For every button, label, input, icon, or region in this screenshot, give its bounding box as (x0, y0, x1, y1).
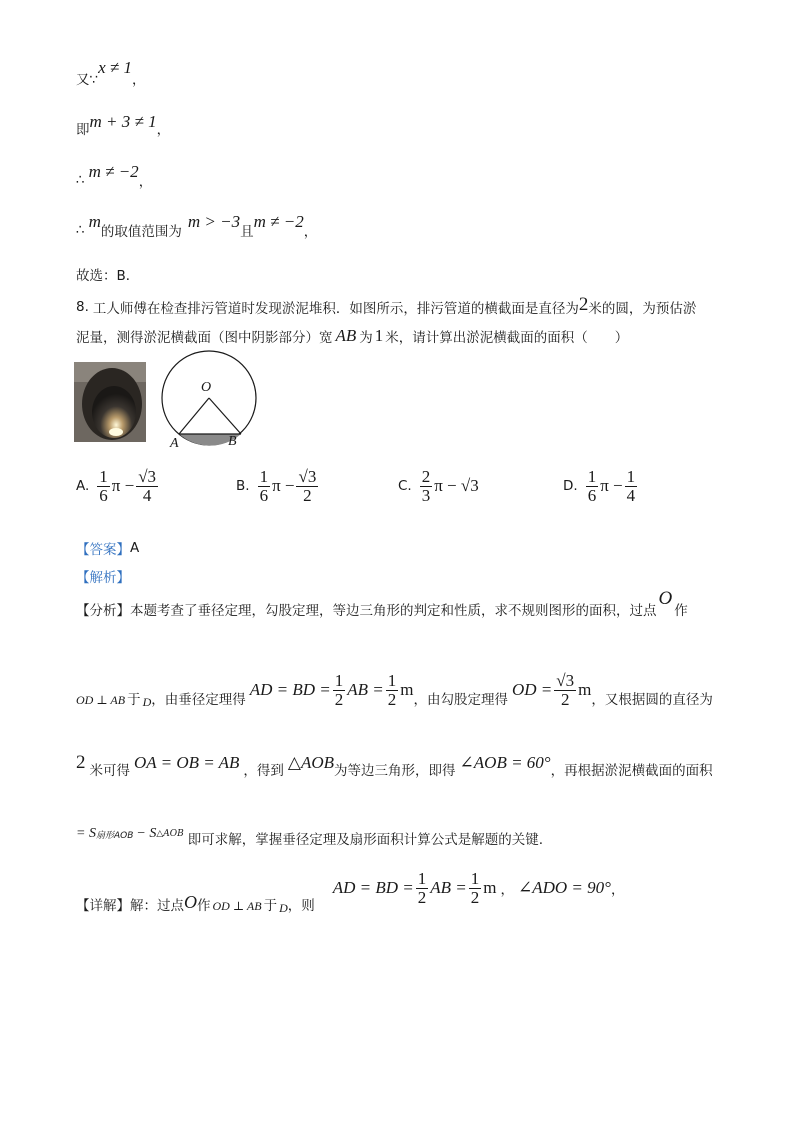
line-1-math: x ≠ 1 (98, 58, 132, 77)
fenxi-d: D (142, 694, 152, 709)
option-d-mid: π − (600, 476, 623, 496)
radius-ob (209, 398, 241, 434)
fenxi-eq1a: AD = BD = (249, 680, 331, 700)
option-d-frac2-num: 1 (626, 467, 636, 486)
detail-half-num: 1 (417, 869, 427, 888)
fenxi-l3-b: ，得到 (243, 763, 284, 779)
detail-od-ab: OD ⊥ AB (212, 898, 262, 913)
detail-line (76, 869, 625, 915)
fenxi-l3-eq: OA = OB = AB (134, 753, 240, 772)
detail-unit-m: m (483, 878, 497, 898)
line-4-text: 的取值范围为 (100, 224, 182, 240)
detail-half2-den: 2 (470, 887, 480, 907)
fenxi-l4-text: 即可求解，掌握垂径定理及扇形面积计算公式是解题的关键. (187, 832, 544, 848)
option-c-letter: C. (398, 478, 412, 495)
fenxi-sqrt3-den: 2 (560, 689, 570, 709)
fenxi-half2-num: 1 (387, 671, 397, 690)
fenxi-yu: 于 (127, 692, 141, 709)
line-3-end: ， (138, 174, 153, 190)
line-4-prefix: ∴ (76, 222, 85, 238)
fenxi-l3-c: 为等边三角形，即得 (334, 763, 456, 779)
label-b: B (228, 434, 237, 449)
fenxi-line-2 (76, 672, 713, 709)
detail-c: 于 (263, 898, 278, 915)
detail-end: ， (610, 882, 625, 899)
fenxi-half-den: 2 (334, 689, 344, 709)
fenxi-od: OD = (511, 680, 553, 700)
line-4-math-2: m ≠ −2 (253, 212, 304, 231)
question-ab: AB (335, 326, 357, 345)
line-4 (76, 212, 318, 240)
option-b[interactable] (236, 468, 320, 505)
option-d-frac1-den: 6 (587, 485, 597, 505)
line-3 (76, 162, 153, 190)
fenxi-l3-tri: △AOB (287, 753, 335, 772)
detail-comma: ， (500, 882, 514, 899)
option-a-frac1-den: 6 (99, 485, 108, 505)
detail-eq: AD = BD = (332, 878, 414, 898)
fenxi-zuo: 作 (674, 603, 688, 619)
label-a: A (170, 436, 179, 451)
question-line-1 (76, 296, 696, 318)
line-1-prefix: 又∵ (76, 72, 99, 88)
option-b-frac1-num: 1 (259, 467, 269, 486)
option-b-frac1-den: 6 (259, 485, 269, 505)
fenxi-text-2: ，由垂径定理得 (151, 692, 246, 709)
answer-value: A (130, 540, 140, 556)
radius-oa (179, 398, 209, 434)
line-3-prefix: ∴ (76, 172, 85, 188)
line-2-prefix: 即 (76, 122, 90, 138)
question-text-1a: 工人师傅在检查排污管道时发现淤泥堆积．如图所示，排污管道的横截面是直径为 (92, 301, 579, 317)
option-b-letter: B. (236, 478, 250, 495)
option-a[interactable] (76, 468, 160, 505)
line-2-math: m + 3 ≠ 1 (89, 112, 157, 131)
fenxi-text-1: 本题考查了垂径定理，勾股定理，等边三角形的判定和性质，求不规则图形的面积，过点 (130, 603, 657, 619)
label-o: O (201, 380, 212, 395)
option-d-frac2-den: 4 (626, 485, 636, 505)
option-b-mid: π − (272, 476, 295, 496)
detail-d: D (279, 900, 288, 915)
question-number: 8. (76, 299, 89, 315)
line-1-end: ， (131, 72, 146, 88)
option-c[interactable] (398, 468, 479, 505)
option-b-frac2-den: 2 (303, 485, 312, 505)
line-2-end: ， (156, 122, 171, 138)
answer-line (76, 538, 139, 558)
fenxi-l3-a: 米可得 (89, 763, 130, 779)
option-a-frac1-num: 1 (99, 467, 108, 486)
line-4-m: m (88, 212, 101, 231)
line-1 (76, 58, 146, 88)
answer-label: 【答案】 (76, 542, 130, 558)
detail-point-o: O (184, 891, 197, 912)
line-4-mid: 且 (240, 224, 254, 240)
detail-a: 解：过点 (130, 898, 184, 915)
fenxi-label: 【分析】 (76, 603, 130, 619)
fenxi-eq1b: AB = (347, 680, 384, 700)
question-text-2c: 米，请计算出淤泥横截面的面积（ ） (385, 330, 629, 346)
fenxi-text-3: ，由勾股定理得 (413, 692, 508, 709)
question-width: 1 (374, 326, 384, 345)
fenxi-half-num: 1 (334, 671, 344, 690)
pipe-photo (74, 362, 146, 442)
line-4-end: ， (303, 224, 318, 240)
detail-b: 作 (197, 898, 211, 915)
option-c-frac1-num: 2 (421, 467, 431, 486)
option-c-frac1-den: 3 (421, 485, 431, 505)
fenxi-l4-sub2: △AOB (156, 829, 184, 839)
fenxi-diameter: 2 (76, 752, 86, 773)
line-3-math: m ≠ −2 (88, 162, 139, 181)
fenxi-od-ab: OD ⊥ AB (76, 692, 126, 707)
line-2 (76, 112, 171, 138)
detail-half-den: 2 (417, 887, 427, 907)
detail-label: 【详解】 (76, 898, 130, 915)
option-b-frac2-num: √3 (298, 467, 317, 486)
option-a-frac2-den: 4 (142, 485, 152, 505)
fenxi-l4-eq: = S (76, 826, 96, 841)
fenxi-line-3 (76, 752, 713, 779)
fenxi-unit-m: m (400, 680, 414, 700)
option-d[interactable] (563, 468, 639, 505)
detail-text-d: ，则 (287, 898, 315, 915)
option-a-letter: A. (76, 478, 90, 495)
analysis-label: 【解析】 (76, 570, 130, 586)
fenxi-line-4 (76, 824, 544, 848)
option-d-frac1-num: 1 (587, 467, 597, 486)
detail-angle: ∠ADO = 90° (517, 878, 611, 898)
fenxi-l3-d: ，再根据淤泥横截面的面积 (550, 763, 713, 779)
fenxi-half2-den: 2 (387, 689, 397, 709)
question-diameter: 2 (578, 294, 589, 315)
question-line-2 (76, 326, 628, 346)
fenxi-unit-m2: m (578, 680, 592, 700)
fenxi-sqrt3-num: √3 (556, 671, 575, 690)
fenxi-point-o: O (658, 588, 673, 609)
option-c-mid: π − √3 (434, 476, 479, 496)
fenxi-text-4: ，又根据圆的直径为 (591, 692, 713, 709)
fenxi-line-1 (76, 588, 688, 620)
question-text-1b: 米的圆，为预估淤 (588, 301, 697, 317)
fenxi-l4-sub1: 扇形AOB (95, 830, 134, 841)
option-a-mid: π − (111, 476, 135, 496)
line-4-math-1: m > −3 (187, 212, 241, 231)
question-text-2a: 泥量，测得淤泥横截面（图中阴影部分）宽 (76, 330, 333, 346)
detail-half2-num: 1 (470, 869, 480, 888)
question-text-2b: 为 (359, 330, 373, 346)
line-5: 故选：B． (76, 268, 140, 284)
fenxi-l3-angle: ∠AOB = 60° (459, 753, 551, 772)
option-a-frac2-num: √3 (138, 467, 157, 486)
option-d-letter: D. (563, 478, 578, 495)
fenxi-l4-minus: − S (136, 826, 157, 841)
detail-ab: AB = (430, 878, 467, 898)
